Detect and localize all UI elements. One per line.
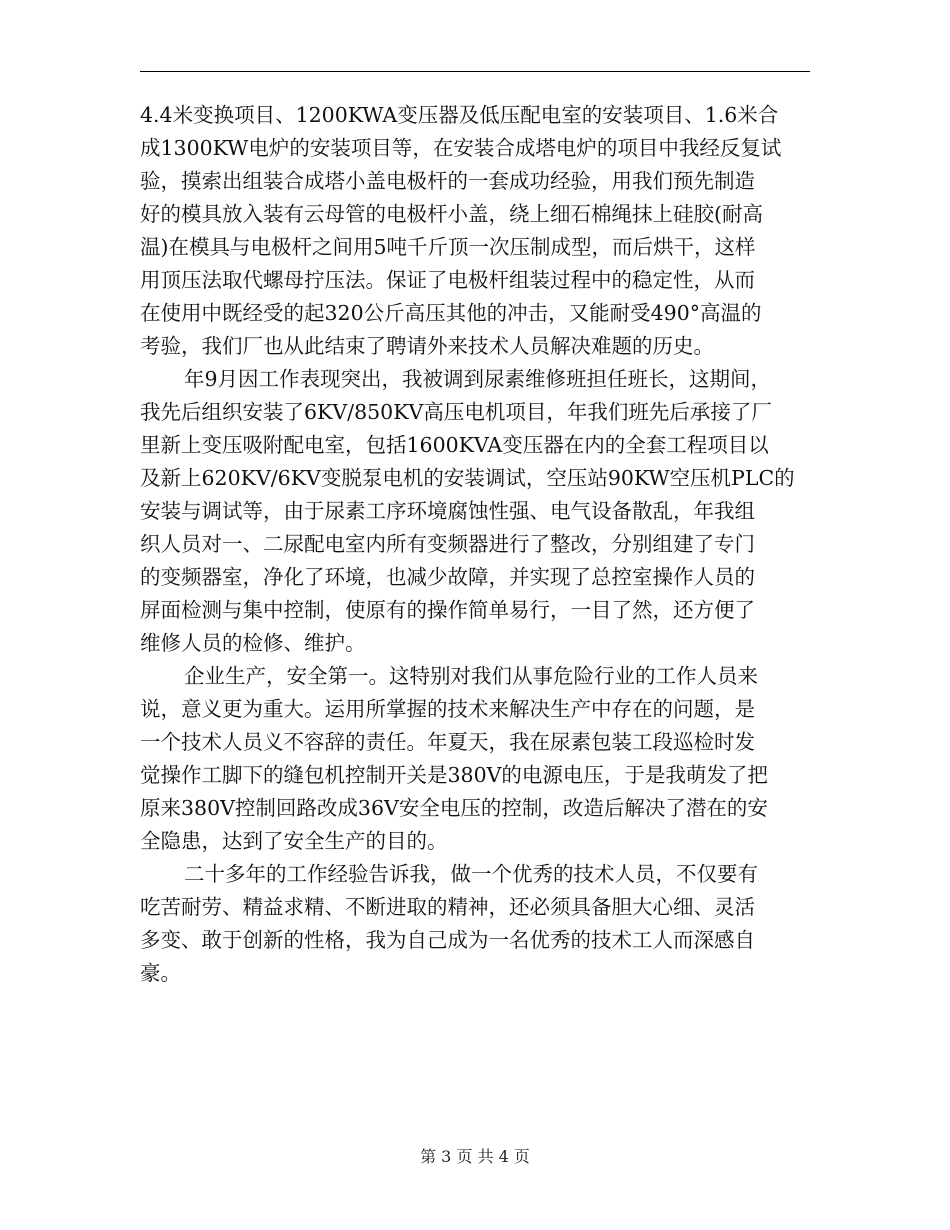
paragraph-3	[140, 660, 810, 858]
text-line: 吃苦耐劳、精益求精、不断进取的精神，还必须具备胆大心细、灵活	[140, 895, 755, 919]
text-line: 考验，我们厂也从此结束了聘请外来技术人员解决难题的历史。	[140, 334, 714, 358]
page-number: 第 3 页 共 4 页	[420, 1147, 530, 1166]
text-line: 维修人员的检修、维护。	[140, 631, 366, 655]
text-line: 4.4米变换项目、1200KWA变压器及低压配电室的安装项目、1.6米合	[140, 103, 779, 127]
text-line: 多变、敢于创新的性格，我为自己成为一名优秀的技术工人而深感自	[140, 928, 755, 952]
text-line: 里新上变压吸附配电室，包括1600KVA变压器在内的全套工程项目以	[140, 433, 769, 457]
text-line: 好的模具放入装有云母管的电极杆小盖，绕上细石棉绳抹上硅胶(耐高	[140, 202, 763, 226]
text-line: 我先后组织安装了6KV/850KV高压电机项目，年我们班先后承接了厂	[140, 400, 772, 424]
text-line: 屏面检测与集中控制，使原有的操作简单易行，一目了然，还方便了	[140, 598, 755, 622]
text-line: 全隐患，达到了安全生产的目的。	[140, 829, 448, 853]
text-line: 安装与调试等，由于尿素工序环境腐蚀性强、电气设备散乱，年我组	[140, 499, 755, 523]
text-line: 觉操作工脚下的缝包机控制开关是380V的电源电压，于是我萌发了把	[140, 763, 768, 787]
paragraph-1	[140, 99, 810, 363]
text-line: 豪。	[140, 961, 181, 985]
text-line: 及新上620KV/6KV变脱泵电机的安装调试，空压站90KW空压机PLC的	[140, 466, 795, 490]
text-line: 的变频器室，净化了环境，也减少故障，并实现了总控室操作人员的	[140, 565, 755, 589]
paragraph-2	[140, 363, 810, 660]
text-line: 在使用中既经受的起320公斤高压其他的冲击，又能耐受490°高温的	[140, 301, 762, 325]
text-line: 验，摸索出组装合成塔小盖电极杆的一套成功经验，用我们预先制造	[140, 169, 755, 193]
document-body	[140, 99, 810, 990]
text-line: 年9月因工作表现突出，我被调到尿素维修班担任班长，这期间，	[184, 367, 772, 391]
text-line: 成1300KW电炉的安装项目等，在安装合成塔电炉的项目中我经反复试	[140, 136, 782, 160]
paragraph-4	[140, 858, 810, 990]
text-line: 说，意义更为重大。运用所掌握的技术来解决生产中存在的问题，是	[140, 697, 755, 721]
text-line: 一个技术人员义不容辞的责任。年夏天，我在尿素包装工段巡检时发	[140, 730, 755, 754]
header-rule	[140, 71, 810, 72]
text-line: 二十多年的工作经验告诉我，做一个优秀的技术人员，不仅要有	[184, 862, 758, 886]
text-line: 用顶压法取代螺母拧压法。保证了电极杆组装过程中的稳定性，从而	[140, 268, 755, 292]
text-line: 温)在模具与电极杆之间用5吨千斤顶一次压制成型，而后烘干，这样	[140, 235, 756, 259]
text-line: 原来380V控制回路改成36V安全电压的控制，改造后解决了潜在的安	[140, 796, 768, 820]
text-line: 织人员对一、二尿配电室内所有变频器进行了整改，分别组建了专门	[140, 532, 755, 556]
text-line: 企业生产，安全第一。这特别对我们从事危险行业的工作人员来	[184, 664, 758, 688]
